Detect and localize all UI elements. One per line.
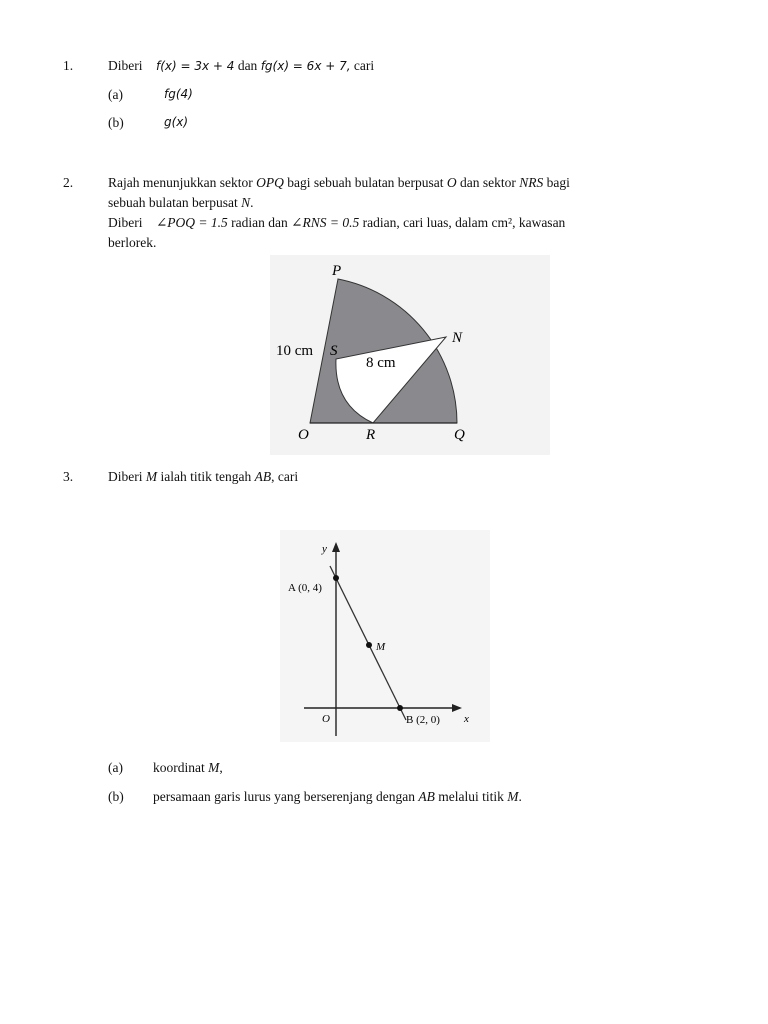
point-a: [333, 575, 339, 581]
x-axis-label: x: [464, 713, 469, 725]
q1-part-b-expression: g(x): [164, 115, 189, 129]
coordinate-graph: [280, 530, 490, 742]
fg-definition: fg(x) = 6x + 7,: [260, 59, 351, 73]
part-label-a: (a): [108, 87, 123, 102]
label-q: Q: [454, 427, 465, 443]
question-number: 3.: [63, 469, 74, 484]
q3-part-a-text: koordinat M,: [153, 760, 223, 775]
label-s: S: [330, 343, 338, 359]
part-label-b: (b): [108, 115, 124, 130]
part-label-a: (a): [108, 760, 123, 775]
angle-rns: ∠RNS = 0.5: [291, 215, 360, 230]
point-b-label: B (2, 0): [406, 714, 440, 726]
sector-figure: [270, 255, 550, 455]
question-number: 2.: [63, 175, 74, 190]
q2-line-2: sebuah bulatan berpusat N.: [108, 195, 254, 210]
label-10cm: 10 cm: [276, 343, 314, 359]
point-m: [366, 642, 372, 648]
angle-poq: ∠POQ = 1.5: [156, 215, 228, 230]
q2-line-1: Rajah menunjukkan sektor OPQ bagi sebuah bulatan berpusat O dan sektor NRS bagi: [108, 175, 570, 190]
label-n: N: [452, 330, 463, 346]
q3-given-text: Diberi M ialah titik tengah AB, cari: [108, 469, 299, 484]
part-label-b: (b): [108, 789, 124, 804]
q2-line-3: Diberi ∠POQ = 1.5 radian dan ∠RNS = 0.5 radian, cari luas, dalam cm², kawasan: [108, 215, 566, 230]
graph-background: [280, 530, 490, 742]
q3-part-b-text: persamaan garis lurus yang berserenjang dengan AB melalui titik M.: [153, 789, 522, 804]
f-definition: f(x) = 3x + 4: [156, 59, 235, 73]
origin-label: O: [322, 713, 330, 725]
point-m-label: M: [376, 641, 386, 653]
label-o: O: [298, 427, 309, 443]
label-8cm: 8 cm: [366, 355, 396, 371]
q2-line-4: berlorek.: [108, 235, 157, 250]
point-a-label: A (0, 4): [288, 582, 322, 594]
q1-given-text: Diberi f(x) = 3x + 4 dan fg(x) = 6x + 7, cari: [108, 58, 375, 73]
label-p: P: [332, 263, 342, 279]
y-axis-label: y: [322, 543, 327, 555]
q1-part-a-expression: fg(4): [164, 87, 193, 101]
label-r: R: [366, 427, 376, 443]
question-number: 1.: [63, 58, 74, 73]
point-b: [397, 705, 403, 711]
